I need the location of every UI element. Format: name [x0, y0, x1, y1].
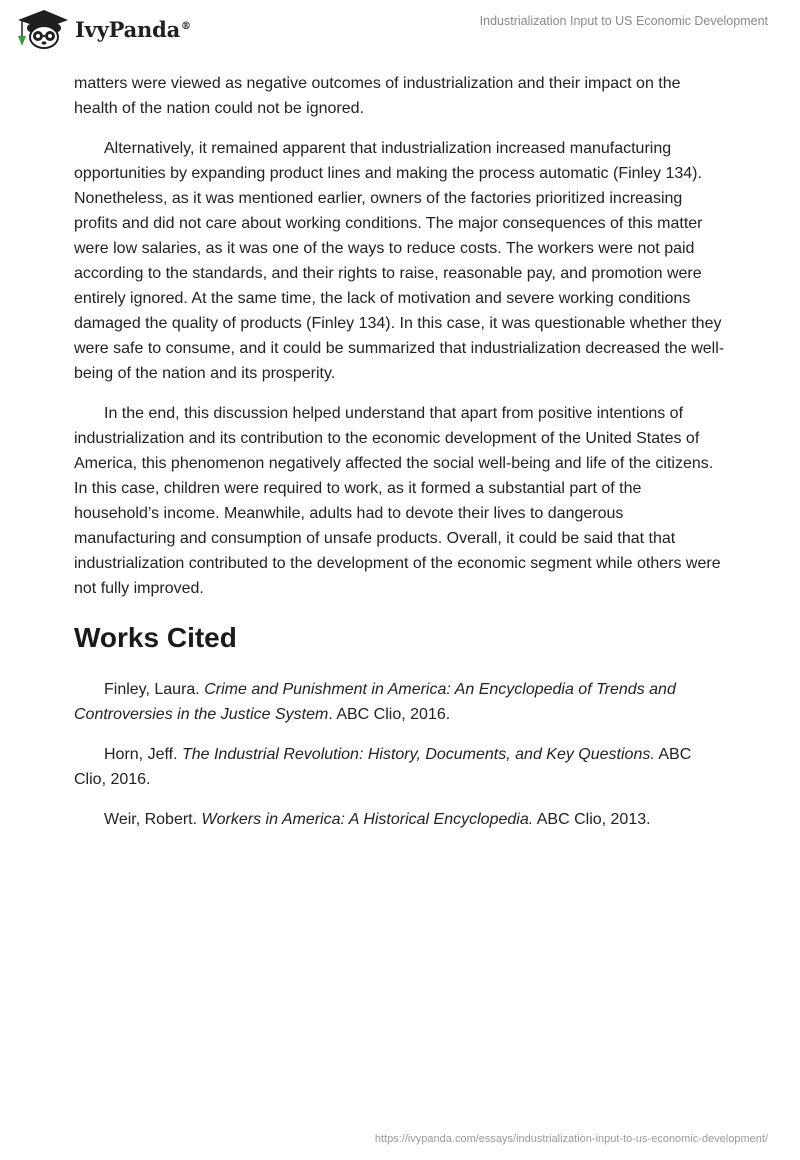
citation-author: Weir, Robert. — [104, 811, 202, 828]
paragraph: matters were viewed as negative outcomes of industrialization and their impact on the health of the nation could not be ignored. — [74, 75, 681, 117]
citation-entry — [74, 677, 726, 727]
citation-publisher: . ABC Clio, 2016. — [328, 706, 451, 723]
paragraph: Alternatively, it remained apparent that industrialization increased manufacturing opportunities by expanding product lines and making the process automatic (Finley 134). Nonetheless, as it was mentioned earlier, owners of the factories prioritized increasing profits and did not care about working conditions. The major consequences of this matter were low salaries, as it was one of the ways to reduce costs. The workers were not paid according to the standards, and their rights to raise, reasonable pay, and promotion were entirely ignored. At the same time, the lack of motivation and severe working conditions damaged the quality of products (Finley 134). In this case, it was questionable whether they were safe to consume, and it could be summarized that industrialization decreased the well-being of the nation and its prosperity. — [74, 140, 725, 382]
ivypanda-logo[interactable] — [14, 8, 191, 50]
citation-title: Workers in America: A Historical Encyclopedia. — [201, 811, 534, 828]
citation-publisher: ABC Clio, 2013. — [533, 811, 651, 828]
citation-author: Finley, Laura. — [104, 681, 205, 698]
paragraph: In the end, this discussion helped understand that apart from positive intentions of industrialization and its contribution to the economic development of the United States of America, this phenomenon negatively affected the social well-being and life of the citizens. In this case, children were required to work, as it formed a substantial part of the household’s income. Meanwhile, adults had to devote their lives to dangerous manufacturing and consumption of unsafe products. Overall, it could be said that that industrialization contributed to the development of the economic segment while others were not fully improved. — [74, 405, 721, 597]
document-title: Industrialization Input to US Economic Development — [479, 14, 768, 28]
panda-graduation-cap-icon — [14, 8, 70, 50]
citation-author: Horn, Jeff. — [104, 746, 182, 763]
page-header — [0, 0, 800, 60]
source-url[interactable]: https://ivypanda.com/essays/industrialization-input-to-us-economic-development/ — [374, 1133, 768, 1145]
citation-publisher: ABC Clio, 2016. — [74, 746, 692, 788]
brand-name: IvyPanda® — [75, 16, 191, 42]
citation-title: The Industrial Revolution: History, Documents, and Key Questions. — [181, 746, 655, 763]
works-cited-heading: Works Cited — [74, 622, 237, 653]
citation-entry — [74, 807, 726, 832]
citation-title: Crime and Punishment in America: An Encyclopedia of Trends and Controversies in the Justice System — [74, 681, 676, 723]
essay-content — [74, 71, 726, 847]
citation-entry — [74, 742, 726, 792]
